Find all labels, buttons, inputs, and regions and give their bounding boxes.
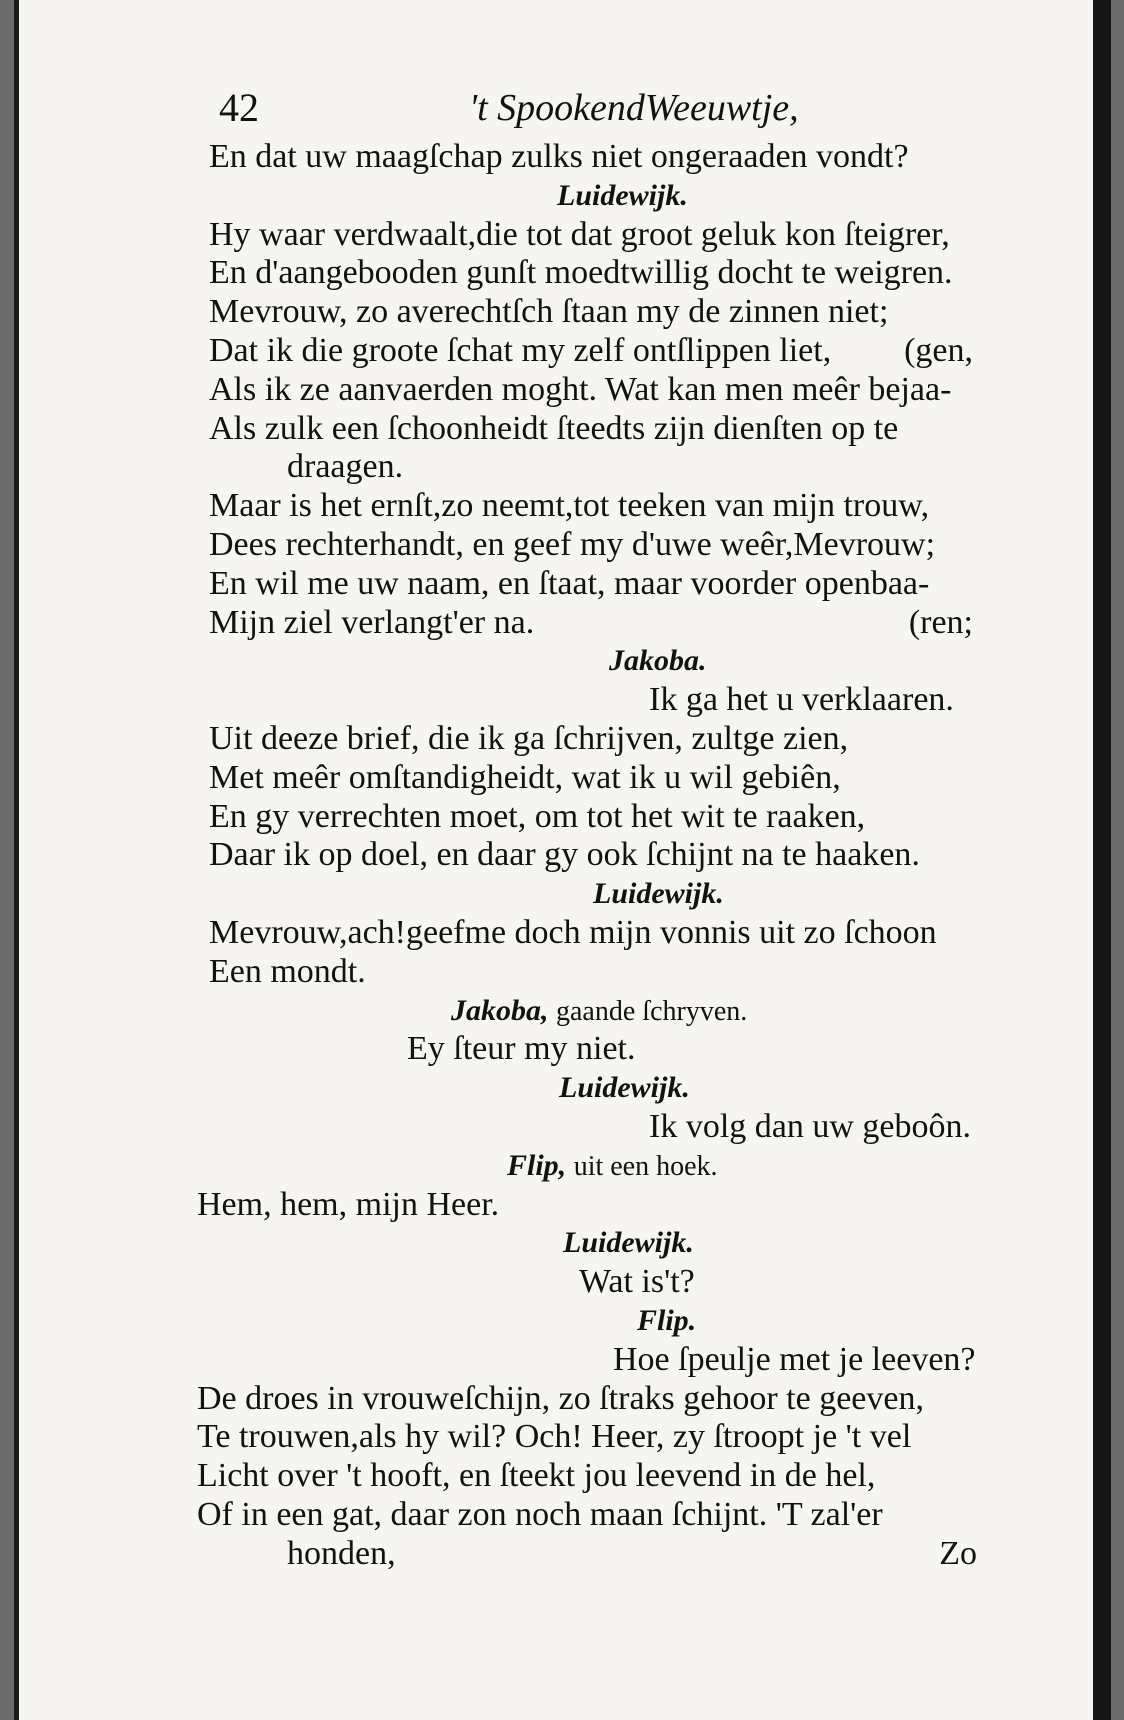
verse-line: Daar ik op doel, en daar gy ook ſchijnt na te haaken. — [209, 836, 920, 874]
verse-line: Uit deeze brief, die ik ga ſchrijven, zultge zien, — [209, 719, 849, 757]
stage-direction: uit een hoek. — [573, 1150, 718, 1182]
speaker-name: Flip, — [507, 1148, 567, 1182]
verse-line: Met meêr omſtandigheidt, wat ik u wil gebiên, — [209, 758, 841, 796]
verse-line: Maar is het ernſt,zo neemt,tot teeken van mijn trouw, — [209, 487, 930, 525]
verse-line: Dees rechterhandt, en geef my d'uwe weêr,Mevrouw; — [209, 525, 936, 563]
stage-direction: gaande ſchryven. — [556, 995, 748, 1027]
verse-line: En gy verrechten moet, om tot het wit te raaken, — [209, 797, 866, 835]
page-content — [19, 0, 1093, 1720]
verse-line — [19, 332, 1093, 371]
verse-line: Hoe ſpeulje met je leeven? — [613, 1340, 976, 1378]
verse-continuation: honden, — [287, 1534, 396, 1572]
verse-line: Als zulk een ſchoonheidt ſteedts zijn dienſten op te — [209, 409, 899, 447]
speaker-name: Jakoba. — [609, 644, 707, 678]
verse-line: Ik ga het u verklaaren. — [649, 681, 954, 719]
verse-line: En wil me uw naam, en ſtaat, maar voorder openbaa- — [209, 564, 930, 602]
verse-line: Hem, hem, mijn Heer. — [197, 1185, 500, 1223]
speaker-name: Luidewijk. — [593, 877, 724, 911]
verse-line: Te trouwen,als hy wil? Och! Heer, zy ſtroopt je 't vel — [197, 1418, 912, 1456]
speaker-name: Luidewijk. — [557, 178, 688, 212]
verse-line — [19, 604, 1093, 643]
page-header — [19, 82, 1093, 138]
verse-line: Ey ſteur my niet. — [407, 1030, 636, 1068]
verse-line: De droes in vrouweſchijn, zo ſtraks gehoor te geeven, — [197, 1379, 924, 1417]
verse-line — [19, 1535, 1093, 1574]
page-number: 42 — [219, 85, 259, 130]
running-title: 't SpookendWeeuwtje, — [469, 87, 799, 129]
verse-text: Dat ik die groote ſchat my zelf ontſlippen liet, — [209, 331, 832, 369]
book-page — [14, 0, 1111, 1720]
speaker-with-direction — [19, 1147, 1093, 1186]
turnover-fragment: (ren; — [908, 603, 973, 641]
verse-line: Wat is't? — [579, 1263, 695, 1301]
verse-line: En d'aangebooden gunſt moedtwillig docht te weigren. — [209, 254, 953, 292]
verse-line: Mevrouw, zo averechtſch ſtaan my de zinnen niet; — [209, 293, 889, 331]
verse-line: Ik volg dan uw geboôn. — [649, 1107, 972, 1145]
verse-line: En dat uw maagſchap zulks niet ongeraaden vondt? — [209, 138, 909, 175]
speaker-with-direction — [19, 992, 1093, 1031]
verse-line: Als ik ze aanvaerden moght. Wat kan men meêr bejaa- — [209, 370, 952, 408]
speaker-name: Jakoba, — [451, 993, 549, 1027]
verse-line: Of in een gat, daar zon noch maan ſchijnt. 'T zal'er — [197, 1495, 883, 1533]
speaker-name: Flip. — [637, 1303, 697, 1337]
speaker-name: Luidewijk. — [563, 1226, 694, 1260]
verse-line: Mevrouw,ach!geefme doch mijn vonnis uit zo ſchoon — [209, 913, 937, 951]
turnover-fragment: (gen, — [904, 331, 973, 369]
play-text — [19, 138, 1093, 1573]
speaker-name: Luidewijk. — [559, 1071, 690, 1105]
catchword: Zo — [939, 1534, 977, 1572]
verse-continuation: draagen. — [287, 448, 404, 486]
verse-line: Hy waar verdwaalt,die tot dat groot geluk kon ſteigrer, — [209, 215, 950, 253]
verse-line: Licht over 't hooft, en ſteekt jou leevend in de hel, — [197, 1457, 876, 1495]
verse-text: Mijn ziel verlangt'er na. — [209, 603, 535, 641]
verse-line: Een mondt. — [209, 952, 366, 990]
